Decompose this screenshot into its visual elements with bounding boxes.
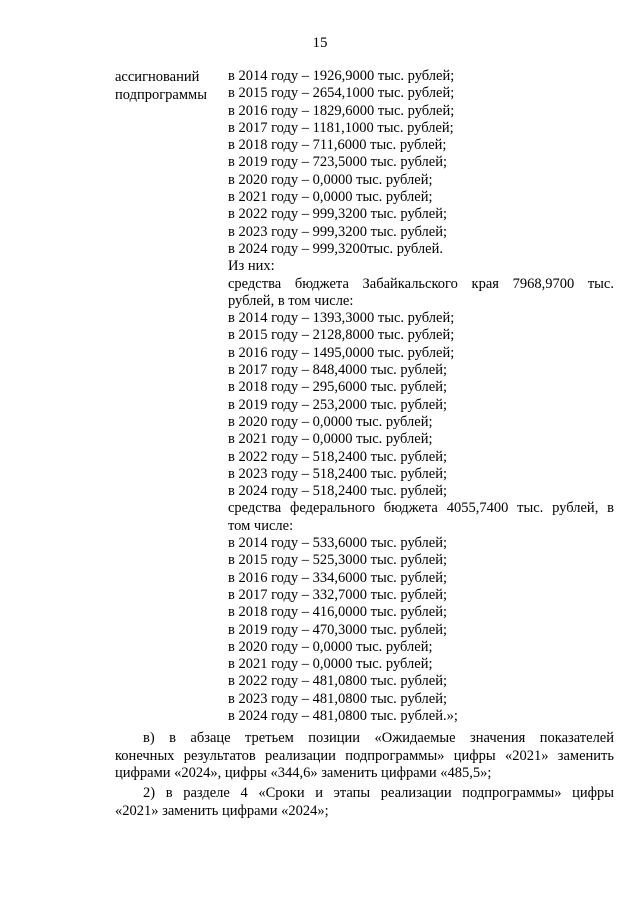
funding-line: в 2024 году – 481,0800 тыс. рублей.»;	[228, 707, 458, 724]
paragraph-line: 2) в разделе 4 «Сроки и этапы реализации подпрограммы» цифры	[143, 785, 614, 801]
paragraph-2	[115, 785, 614, 820]
regional-funding-list	[228, 310, 614, 500]
funding-line: в 2021 году – 0,0000 тыс. рублей;	[228, 431, 433, 448]
regional-intro: рублей, в том числе:	[228, 292, 354, 309]
funding-line: в 2017 году – 332,7000 тыс. рублей;	[228, 586, 448, 603]
funding-line: в 2023 году – 999,3200 тыс. рублей;	[228, 223, 448, 240]
funding-line: в 2015 году – 2654,1000 тыс. рублей;	[228, 85, 455, 102]
funding-line: в 2023 году – 481,0800 тыс. рублей;	[228, 690, 448, 707]
funding-line: в 2021 году – 0,0000 тыс. рублей;	[228, 656, 433, 673]
funding-line: в 2020 году – 0,0000 тыс. рублей;	[228, 638, 433, 655]
left-label: подпрограммы	[115, 87, 207, 103]
federal-intro: средства федерального бюджета 4055,7400 тыс. рублей, в	[228, 500, 614, 517]
of-them-label: Из них:	[228, 258, 275, 275]
funding-line: в 2023 году – 518,2400 тыс. рублей;	[228, 465, 448, 482]
paragraph-line: цифрами «2024», цифры «344,6» заменить цифрами «485,5»;	[115, 765, 492, 781]
funding-line: в 2019 году – 470,3000 тыс. рублей;	[228, 621, 448, 638]
funding-line: в 2022 году – 518,2400 тыс. рублей;	[228, 448, 448, 465]
funding-line: в 2016 году – 1495,0000 тыс. рублей;	[228, 344, 455, 361]
funding-line: в 2022 году – 481,0800 тыс. рублей;	[228, 673, 448, 690]
paragraph-line: конечных результатов реализации подпрограммы» цифры «2021» заменить	[115, 747, 614, 764]
table-left-column	[115, 68, 227, 104]
funding-line: в 2014 году – 1926,9000 тыс. рублей;	[228, 68, 455, 84]
funding-line: в 2018 году – 711,6000 тыс. рублей;	[228, 137, 447, 154]
funding-line: в 2015 году – 525,3000 тыс. рублей;	[228, 552, 448, 569]
paragraph-line: «2021» заменить цифрами «2024»;	[115, 802, 329, 819]
federal-funding-list	[228, 535, 614, 725]
funding-line: в 2014 году – 1393,3000 тыс. рублей;	[228, 310, 455, 327]
funding-line: в 2019 году – 723,5000 тыс. рублей;	[228, 154, 448, 171]
funding-line: в 2016 году – 334,6000 тыс. рублей;	[228, 569, 448, 586]
page-number: 15	[312, 35, 328, 51]
funding-line: в 2022 году – 999,3200 тыс. рублей;	[228, 206, 448, 223]
paragraph-v	[115, 730, 614, 783]
funding-line: в 2015 году – 2128,8000 тыс. рублей;	[228, 327, 455, 344]
funding-line: в 2019 году – 253,2000 тыс. рублей;	[228, 396, 448, 413]
funding-line: в 2018 году – 295,6000 тыс. рублей;	[228, 379, 448, 396]
funding-line: в 2017 году – 848,4000 тыс. рублей;	[228, 362, 448, 379]
funding-line: в 2024 году – 999,3200тыс. рублей.	[228, 240, 443, 257]
table-right-column	[228, 68, 614, 725]
federal-intro: том числе:	[228, 517, 294, 534]
funding-line: в 2021 году – 0,0000 тыс. рублей;	[228, 189, 433, 206]
paragraph-line: в) в абзаце третьем позиции «Ожидаемые значения показателей	[143, 730, 614, 746]
funding-line: в 2020 году – 0,0000 тыс. рублей;	[228, 171, 433, 188]
funding-line: в 2016 году – 1829,6000 тыс. рублей;	[228, 102, 455, 119]
funding-line: в 2020 году – 0,0000 тыс. рублей;	[228, 413, 433, 430]
total-funding-list	[228, 68, 614, 258]
funding-line: в 2014 году – 533,6000 тыс. рублей;	[228, 535, 448, 552]
funding-line: в 2018 году – 416,0000 тыс. рублей;	[228, 604, 448, 621]
funding-line: в 2024 году – 518,2400 тыс. рублей;	[228, 483, 448, 500]
left-label: ассигнований	[115, 69, 200, 85]
regional-intro: средства бюджета Забайкальского края 7968,9700 тыс.	[228, 275, 614, 292]
funding-line: в 2017 году – 1181,1000 тыс. рублей;	[228, 119, 454, 136]
